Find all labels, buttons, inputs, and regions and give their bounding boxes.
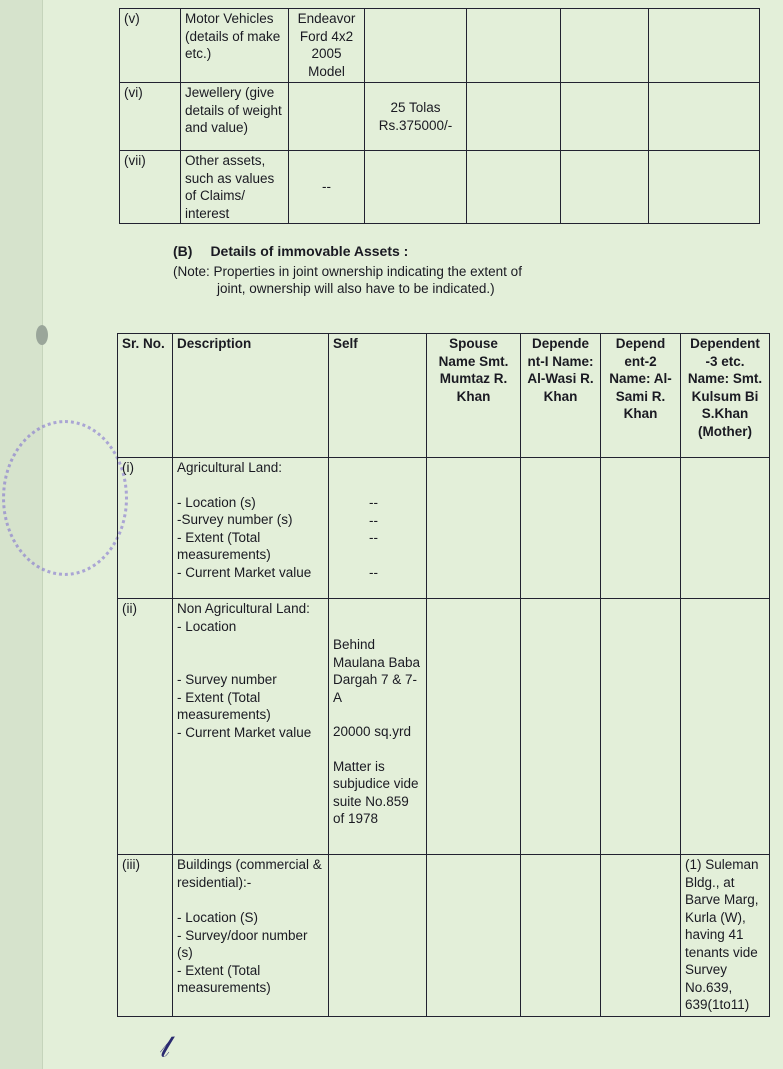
row-item: - Extent (Total measurements) xyxy=(177,962,271,995)
sr-no: (i) xyxy=(118,458,173,599)
movable-assets-table xyxy=(119,8,760,224)
sr-no: (vii) xyxy=(120,151,181,224)
notary-stamp xyxy=(2,420,128,576)
header-dependent-1: Depende nt-I Name: Al-Wasi R. Khan xyxy=(521,334,601,458)
self-value xyxy=(329,458,427,599)
description xyxy=(173,458,329,599)
row-item: - Extent (Total measurements) xyxy=(177,689,271,722)
row-item: - Survey/door number (s) xyxy=(177,927,308,960)
header-self: Self xyxy=(329,334,427,458)
immovable-assets-table xyxy=(117,333,770,1017)
row-item: - Location (S) xyxy=(177,910,259,925)
extent-value: 20000 sq.yrd xyxy=(333,724,412,739)
row-title: Buildings (commercial & residential):- xyxy=(177,857,322,890)
dependent-3-value: (1) Suleman Bldg., at Barve Marg, Kurla (W), having 41 tenants vide Survey No.639, 639(1to11) xyxy=(681,855,770,1017)
section-title: Details of immovable Assets : xyxy=(210,243,409,259)
table-row xyxy=(120,83,760,151)
sr-no: (ii) xyxy=(118,599,173,855)
value: -- xyxy=(369,530,378,545)
header-description: Description xyxy=(173,334,329,458)
sr-no: (iii) xyxy=(118,855,173,1017)
row-item: - Location (s) xyxy=(177,494,256,510)
header-spouse: Spouse Name Smt. Mumtaz R. Khan xyxy=(427,334,521,458)
table-row xyxy=(118,855,770,1017)
spouse-value xyxy=(365,9,467,83)
value: -- xyxy=(369,565,378,580)
location-value: Behind Maulana Baba Dargah 7 & 7-A xyxy=(333,637,421,705)
self-value: Endeavor Ford 4x2 2005 Model xyxy=(289,9,365,83)
spouse-value: 25 Tolas Rs.375000/- xyxy=(365,83,467,151)
header-row xyxy=(118,334,770,458)
description: Motor Vehicles (details of make etc.) xyxy=(181,9,289,83)
row-title: Agricultural Land: xyxy=(177,460,283,475)
section-note xyxy=(173,263,522,297)
row-item: - Current Market value xyxy=(177,724,312,740)
sr-no: (vi) xyxy=(120,83,181,151)
table-row xyxy=(118,458,770,599)
value: -- xyxy=(369,512,378,528)
sr-no: (v) xyxy=(120,9,181,83)
row-title: Non Agricultural Land: xyxy=(177,601,310,616)
note-line: joint, ownership will also have to be indicated.) xyxy=(217,281,495,296)
header-dependent-2: Depend ent-2 Name: Al-Sami R. Khan xyxy=(601,334,681,458)
note-line: (Note: Properties in joint ownership indicating the extent of xyxy=(173,264,522,279)
row-item: -Survey number (s) xyxy=(177,512,293,527)
header-sr-no: Sr. No. xyxy=(118,334,173,458)
header-dependent-3: Dependent -3 etc. Name: Smt. Kulsum Bi S.Khan (Mother) xyxy=(681,334,770,458)
description: Other assets, such as values of Claims/ interest xyxy=(181,151,289,224)
self-value xyxy=(289,83,365,151)
market-value: Matter is subjudice vide suite No.859 of 1978 xyxy=(333,758,419,826)
section-heading xyxy=(173,243,426,259)
table-row xyxy=(118,599,770,855)
table-row xyxy=(120,151,760,224)
row-item: - Extent (Total measurements) xyxy=(177,529,271,562)
self-value: -- xyxy=(289,151,365,224)
description: Jewellery (give details of weight and value) xyxy=(181,83,289,151)
row-item: - Current Market value xyxy=(177,564,312,580)
row-item: - Location xyxy=(177,618,237,634)
value: -- xyxy=(369,495,378,510)
row-item: - Survey number xyxy=(177,672,277,687)
table-row xyxy=(120,9,760,83)
signature-mark: 𝓁 xyxy=(160,1030,170,1065)
description xyxy=(173,599,329,855)
description xyxy=(173,855,329,1017)
self-value xyxy=(329,599,427,855)
punch-hole xyxy=(36,325,48,345)
section-label: (B) xyxy=(173,243,193,259)
